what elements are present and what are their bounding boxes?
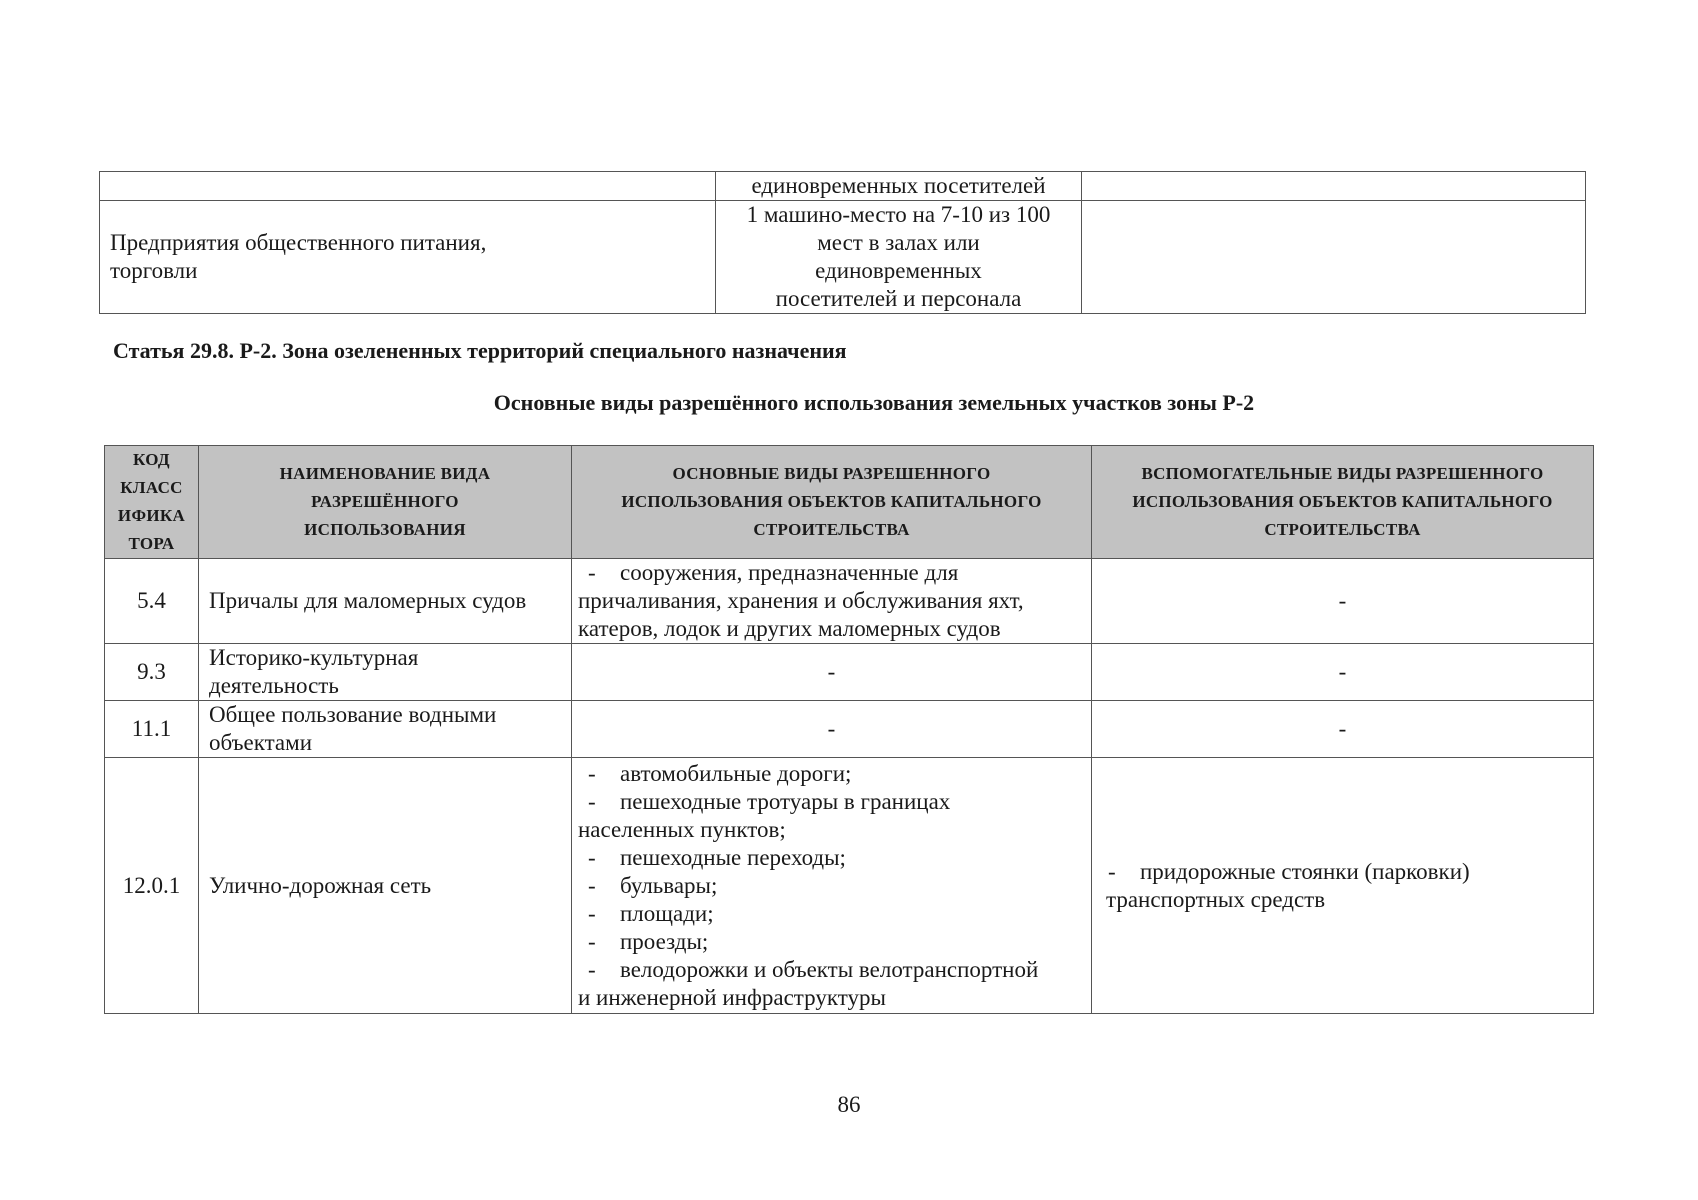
norm-cell — [716, 201, 1082, 314]
facility-cell — [100, 201, 716, 314]
header-main-uses — [572, 446, 1092, 559]
main-use-text: пешеходные тротуары в границах — [620, 788, 951, 814]
main-use-text: велодорожки и объекты велотранспортной — [620, 956, 1039, 982]
note-cell — [1082, 201, 1586, 314]
aux-use-line: транспортных средств — [1106, 886, 1326, 912]
main-use-line — [578, 844, 1085, 872]
zone-uses-table — [104, 445, 1594, 1014]
main-use-line: населенных пунктов; — [578, 816, 786, 842]
header-line: РАЗРЕШЁННОГО — [311, 492, 459, 511]
main-use-line — [578, 928, 1085, 956]
main-uses-cell — [572, 559, 1092, 644]
name-line: объектами — [209, 730, 313, 755]
header-line: НАИМЕНОВАНИЕ ВИДА — [279, 464, 491, 483]
aux-uses-cell: - — [1092, 644, 1594, 701]
name-cell — [199, 701, 572, 758]
header-line: СТРОИТЕЛЬСТВА — [753, 520, 910, 539]
main-use-line — [578, 872, 1085, 900]
list-dash: - — [1108, 858, 1116, 884]
main-use-text: площади; — [620, 900, 714, 926]
facility-line: Предприятия общественного питания, — [110, 230, 487, 255]
note-cell — [1082, 172, 1586, 201]
table-row — [105, 758, 1594, 1014]
header-line: ВСПОМОГАТЕЛЬНЫЕ ВИДЫ РАЗРЕШЕННОГО — [1141, 464, 1544, 483]
header-aux-uses — [1092, 446, 1594, 559]
name-cell — [199, 758, 572, 1014]
header-name — [199, 446, 572, 559]
main-use-text: пешеходные переходы; — [620, 844, 846, 870]
main-use-line: и инженерной инфраструктуры — [578, 984, 886, 1010]
name-cell — [199, 644, 572, 701]
main-use-line — [578, 760, 1085, 788]
norm-line: посетителей и персонала — [775, 286, 1022, 311]
aux-uses-cell: - — [1092, 701, 1594, 758]
aux-use-text: придорожные стоянки (парковки) — [1140, 858, 1470, 884]
main-uses-cell: - — [572, 701, 1092, 758]
table-row — [100, 201, 1586, 314]
code-cell: 12.0.1 — [105, 758, 199, 1014]
header-line: ОСНОВНЫЕ ВИДЫ РАЗРЕШЕННОГО — [672, 464, 991, 483]
name-line: деятельность — [209, 673, 339, 698]
norm-line: единовременных посетителей — [751, 173, 1046, 198]
section-heading: Основные виды разрешённого использования земельных участков зоны Р-2 — [493, 390, 1255, 415]
parking-standards-table — [99, 171, 1586, 314]
main-use-line — [578, 788, 1085, 816]
header-line: ИФИКА — [117, 506, 186, 525]
name-line: Причалы для маломерных судов — [209, 588, 527, 613]
table-row — [105, 559, 1594, 644]
header-line: КОД — [133, 450, 170, 469]
name-line: Общее пользование водными — [209, 702, 497, 727]
main-use-text: проезды; — [620, 928, 709, 954]
aux-uses-cell: - — [1092, 559, 1594, 644]
table-row — [105, 644, 1594, 701]
page-number: 86 — [837, 1092, 861, 1117]
main-use-text: сооружения, предназначенные для — [620, 560, 959, 585]
main-use-line — [578, 900, 1085, 928]
header-line: ИСПОЛЬЗОВАНИЯ ОБЪЕКТОВ КАПИТАЛЬНОГО — [621, 492, 1042, 511]
main-uses-cell — [572, 758, 1092, 1014]
main-use-line — [578, 956, 1085, 984]
list-dash: - — [588, 788, 596, 814]
list-dash: - — [588, 956, 596, 982]
name-line: Улично-дорожная сеть — [209, 872, 432, 898]
code-cell: 11.1 — [105, 701, 199, 758]
name-cell — [199, 559, 572, 644]
table-row — [105, 701, 1594, 758]
main-use-text: бульвары; — [620, 872, 718, 898]
norm-line: 1 машино-место на 7-10 из 100 — [746, 202, 1051, 227]
list-dash: - — [588, 900, 596, 926]
list-dash: - — [588, 560, 596, 585]
main-use-line — [578, 559, 1085, 587]
table-header-row — [105, 446, 1594, 559]
facility-cell — [100, 172, 716, 201]
list-dash: - — [588, 760, 596, 786]
norm-line: единовременных — [815, 258, 982, 283]
list-dash: - — [588, 872, 596, 898]
header-line: СТРОИТЕЛЬСТВА — [1264, 520, 1421, 539]
header-line: ИСПОЛЬЗОВАНИЯ ОБЪЕКТОВ КАПИТАЛЬНОГО — [1132, 492, 1553, 511]
header-line: ТОРА — [128, 534, 175, 553]
name-line: Историко-культурная — [209, 645, 419, 670]
facility-line: торговли — [110, 258, 198, 283]
header-code — [105, 446, 199, 559]
code-cell: 5.4 — [105, 559, 199, 644]
list-dash: - — [588, 844, 596, 870]
norm-cell — [716, 172, 1082, 201]
article-heading: Статья 29.8. Р-2. Зона озелененных территорий специального назначения — [113, 338, 847, 363]
table-row — [100, 172, 1586, 201]
main-uses-cell: - — [572, 644, 1092, 701]
aux-use-line — [1098, 858, 1587, 886]
main-use-line: катеров, лодок и других маломерных судов — [578, 616, 1001, 641]
code-cell: 9.3 — [105, 644, 199, 701]
norm-line: мест в залах или — [817, 230, 980, 255]
list-dash: - — [588, 928, 596, 954]
main-use-line: причаливания, хранения и обслуживания яхт, — [578, 588, 1024, 613]
header-line: ИСПОЛЬЗОВАНИЯ — [304, 520, 466, 539]
header-line: КЛАСС — [120, 478, 183, 497]
aux-uses-cell — [1092, 758, 1594, 1014]
main-use-text: автомобильные дороги; — [620, 760, 852, 786]
